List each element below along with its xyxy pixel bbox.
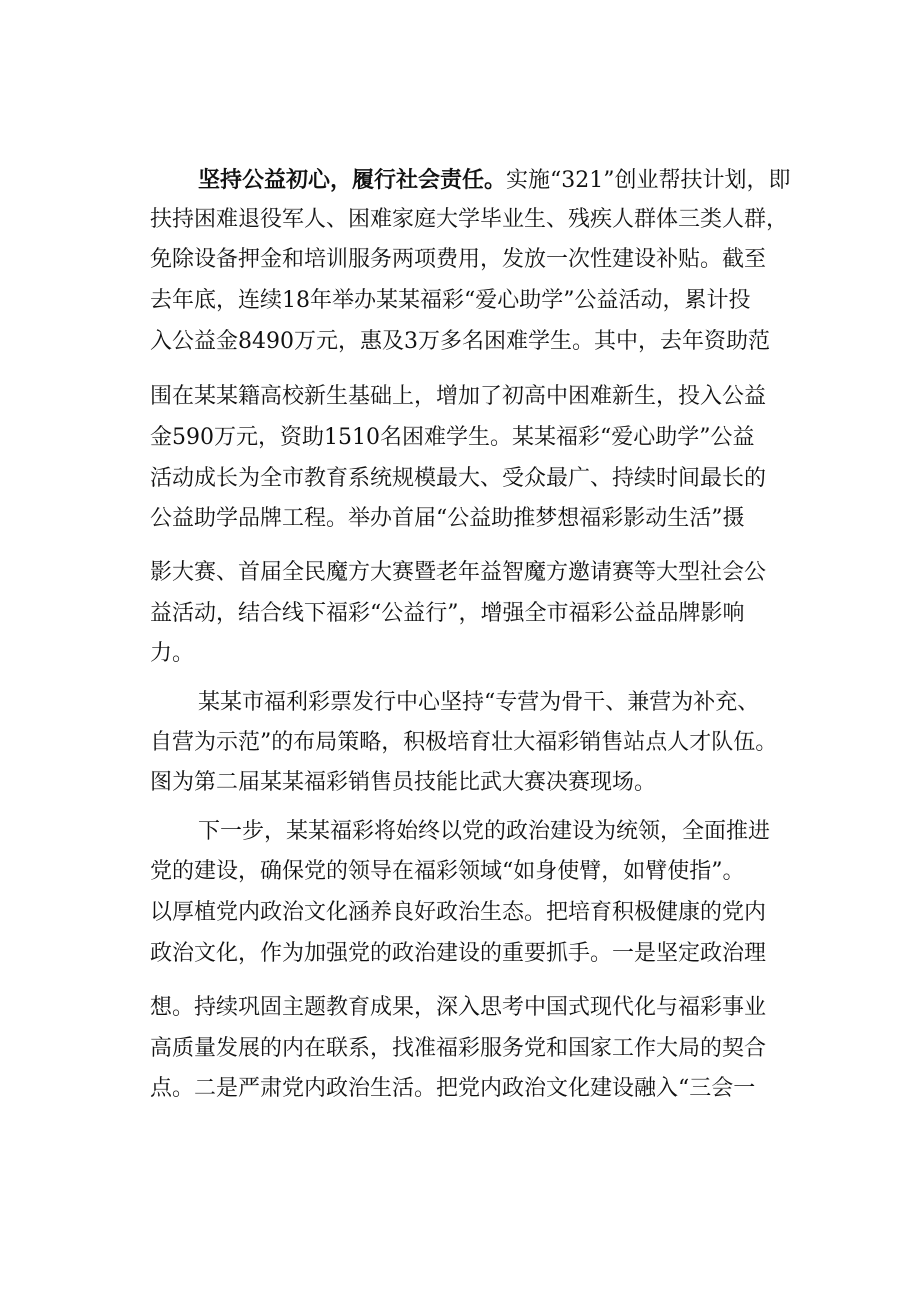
paragraph-3-line-6: 高质量发展的内在联系，找准福彩服务党和国家工作大局的契合 — [150, 1036, 767, 1061]
paragraph-3-line-1: 下一步，某某福彩将始终以党的政治建设为统领，全面推进 — [198, 819, 771, 844]
paragraph-1-line-3: 免除设备押金和培训服务两项费用，发放一次性建设补贴。截至 — [150, 247, 767, 272]
paragraph-1-line-9: 公益助学品牌工程。举办首届“公益助推梦想福彩影动生活”摄 — [150, 506, 745, 531]
paragraph-1-line-1-text: 实施“321”创业帮扶计划，即 — [506, 168, 791, 193]
paragraph-1-line-10: 影大赛、首届全民魔方大赛暨老年益智魔方邀请赛等大型社会公 — [150, 560, 767, 585]
paragraph-2-line-1: 某某市福利彩票发行中心坚持“专营为骨干、兼营为补充、 — [198, 690, 760, 715]
paragraph-1-line-5: 入公益金8490万元，惠及3万多名困难学生。其中，去年资助范 — [150, 329, 770, 354]
paragraph-3-line-2: 党的建设，确保党的领导在福彩领域“如身使臂，如臂使指”。 — [150, 859, 745, 884]
paragraph-1-line-7: 金590万元，资助1510名困难学生。某某福彩“爱心助学”公益 — [150, 425, 755, 450]
paragraph-1-heading: 坚持公益初心，履行社会责任。 — [198, 167, 507, 193]
paragraph-3-line-3: 以厚植党内政治文化涵养良好政治生态。把培育积极健康的党内 — [150, 900, 767, 925]
paragraph-1-line-2: 扶持困难退役军人、困难家庭大学毕业生、残疾人群体三类人群， — [150, 207, 789, 232]
paragraph-1-line-1 — [198, 160, 838, 200]
paragraph-1-line-8: 活动成长为全市教育系统规模最大、受众最广、持续时间最长的 — [150, 466, 767, 491]
paragraph-2-line-3: 图为第二届某某福彩销售员技能比武大赛决赛现场。 — [150, 770, 657, 795]
paragraph-3-line-4: 政治文化，作为加强党的政治建设的重要抓手。一是坚定政治理 — [150, 941, 767, 966]
paragraph-1-line-4: 去年底，连续18年举办某某福彩“爱心助学”公益活动，累计投 — [150, 288, 751, 313]
paragraph-1-line-6: 围在某某籍高校新生基础上，增加了初高中困难新生，投入公益 — [150, 384, 767, 409]
paragraph-2-line-2: 自营为示范”的布局策略，积极培育壮大福彩销售站点人才队伍。 — [150, 730, 778, 755]
paragraph-3-line-5: 想。持续巩固主题教育成果，深入思考中国式现代化与福彩事业 — [150, 995, 767, 1020]
paragraph-3-line-7: 点。二是严肃党内政治生活。把党内政治文化建设融入“三会一 — [150, 1076, 756, 1101]
paragraph-1-line-11: 益活动，结合线下福彩“公益行”，增强全市福彩公益品牌影响 — [150, 601, 745, 626]
paragraph-1-line-12: 力。 — [150, 641, 195, 666]
